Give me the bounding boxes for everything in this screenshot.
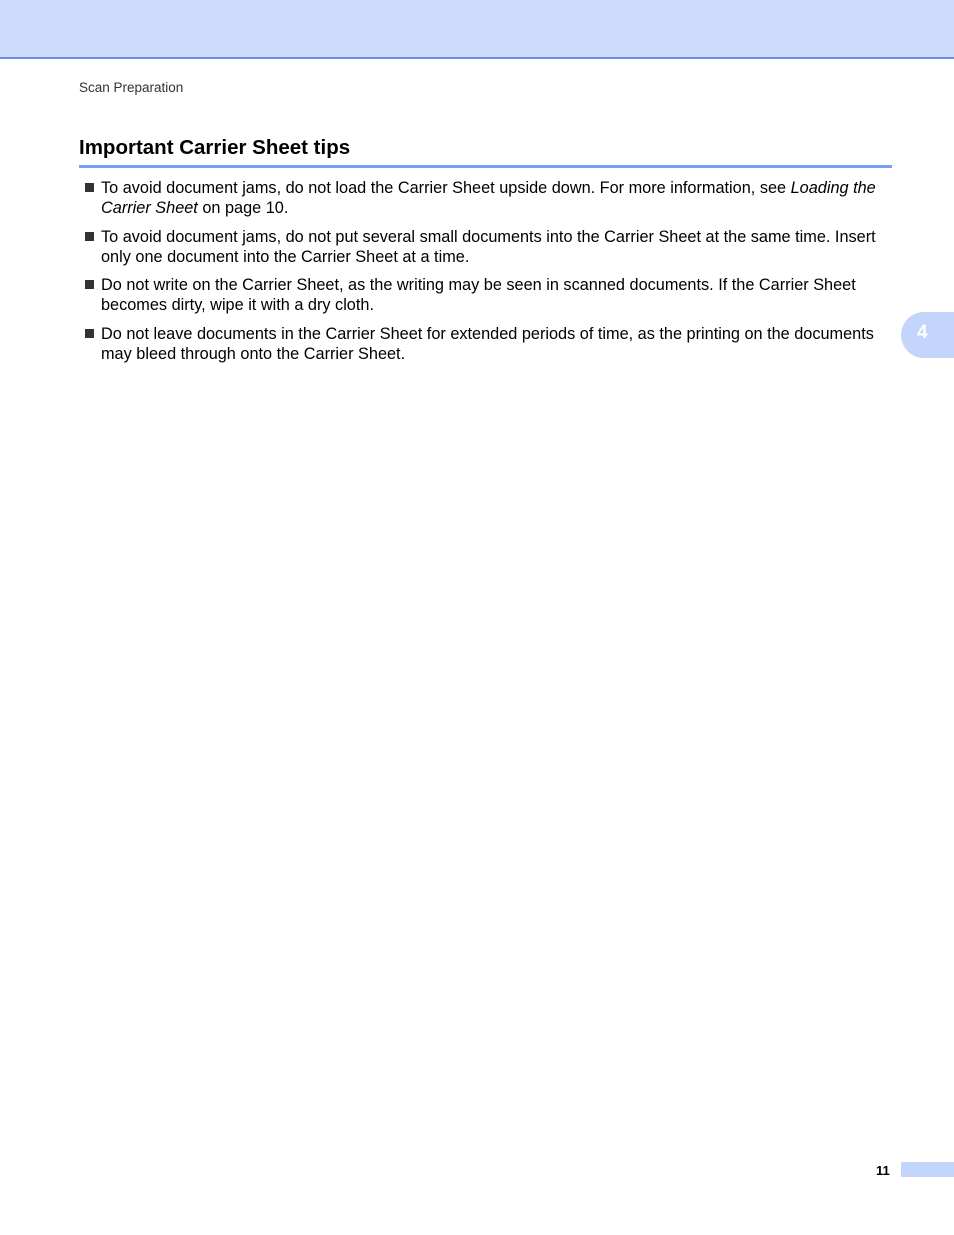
chapter-number: 4 — [917, 322, 928, 343]
list-item — [79, 275, 892, 315]
list-item — [79, 227, 892, 267]
tip-text: To avoid document jams, do not load the Carrier Sheet upside down. For more information, see — [101, 179, 791, 197]
tip-text: To avoid document jams, do not put several small documents into the Carrier Sheet at the same time. Insert only one document into the Carrier Sheet at a time. — [101, 227, 876, 266]
list-item — [79, 324, 892, 364]
cross-reference-link[interactable]: Loading the Carrier Sheet — [101, 179, 876, 217]
square-bullet-icon — [85, 280, 94, 289]
page-number: 11 — [876, 1163, 890, 1178]
tips-list — [79, 178, 892, 372]
list-item — [79, 178, 892, 218]
footer-bar — [901, 1162, 954, 1177]
chapter-tab — [901, 312, 954, 358]
square-bullet-icon — [85, 232, 94, 241]
square-bullet-icon — [85, 183, 94, 192]
tip-text: Do not leave documents in the Carrier Sheet for extended periods of time, as the printing on the documents may bleed through onto the Carrier Sheet. — [101, 324, 874, 363]
section-title: Important Carrier Sheet tips — [79, 136, 892, 168]
square-bullet-icon — [85, 329, 94, 338]
tip-text: on page 10. — [197, 199, 289, 217]
tip-text: Do not write on the Carrier Sheet, as the writing may be seen in scanned documents. If the Carrier Sheet becomes dirty, wipe it with a dry cloth. — [101, 276, 856, 314]
header-band — [0, 0, 954, 59]
running-header: Scan Preparation — [79, 80, 184, 95]
